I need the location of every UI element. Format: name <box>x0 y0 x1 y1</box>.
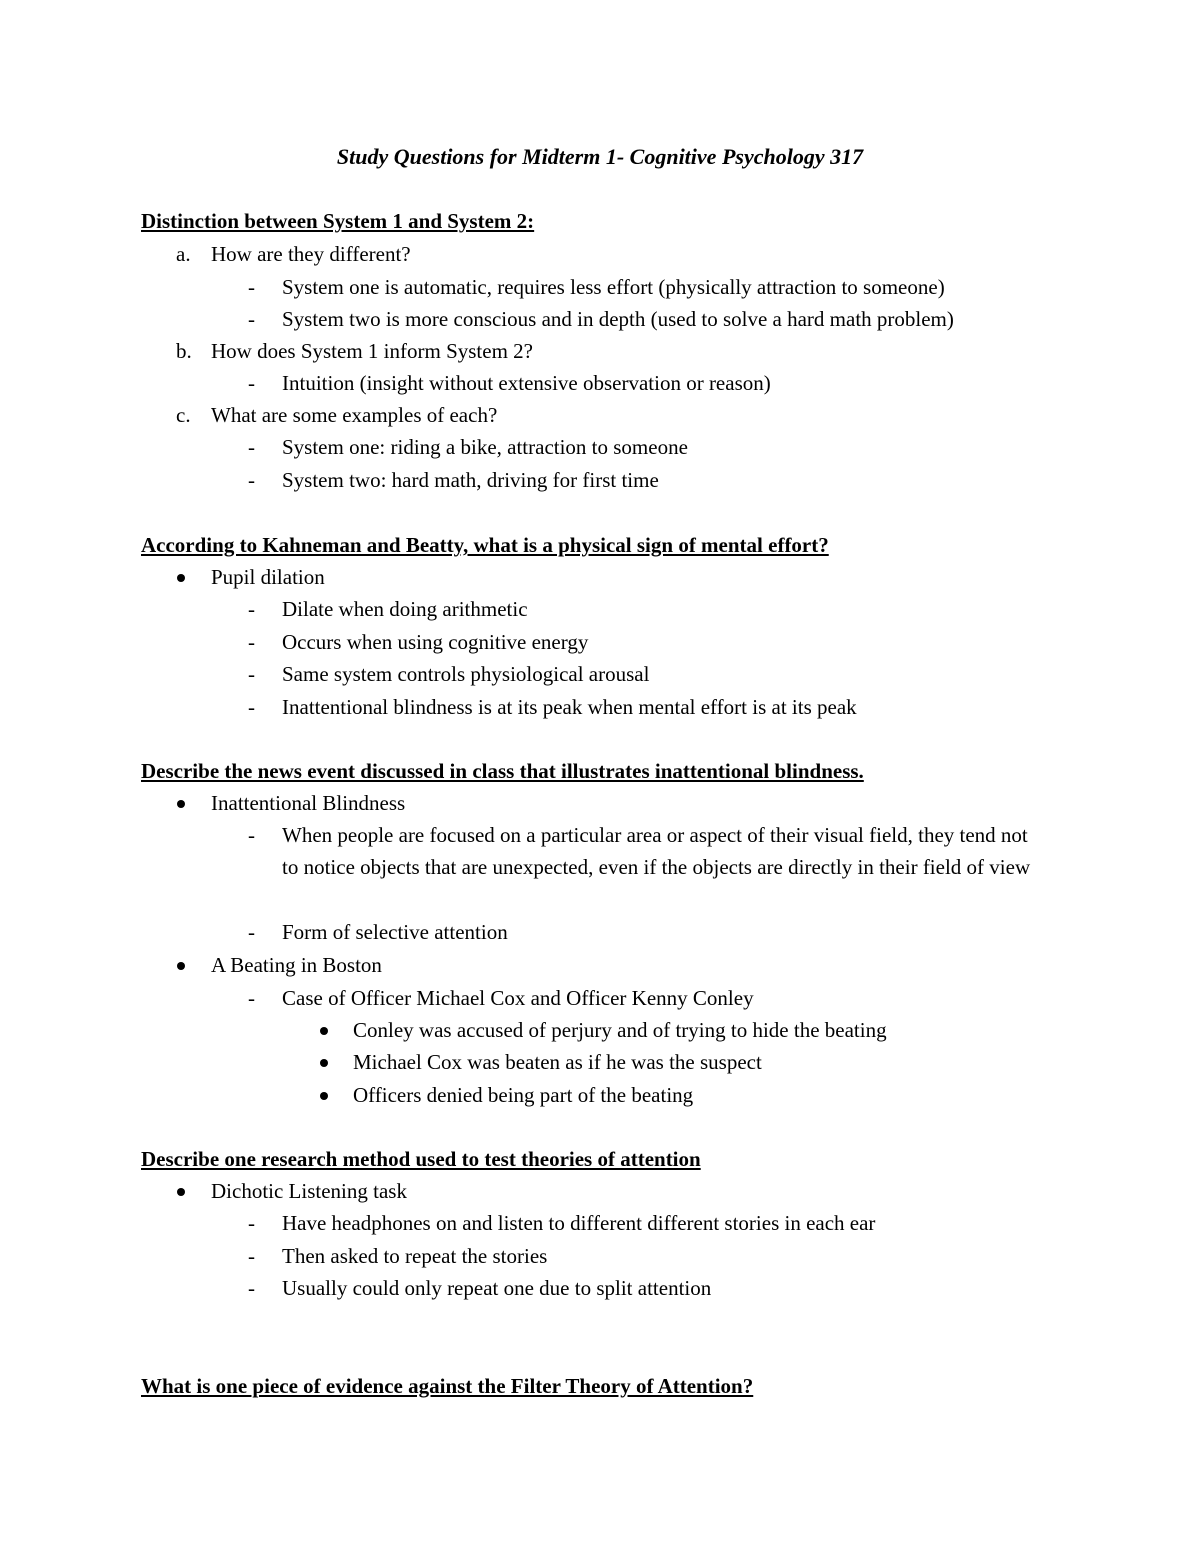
sub-list-item: Case of Officer Michael Cox and Officer Kenny Conley <box>282 986 754 1010</box>
list-item: What are some examples of each? <box>211 403 498 427</box>
dash-marker: - <box>248 986 255 1010</box>
dash-marker: - <box>248 823 255 847</box>
section-heading: What is one piece of evidence against the Filter Theory of Attention? <box>141 1374 754 1398</box>
dash-marker: - <box>248 630 255 654</box>
sub-list-item: Dilate when doing arithmetic <box>282 597 528 621</box>
bullet-icon <box>177 1188 185 1196</box>
bullet-icon <box>177 962 185 970</box>
nested-list-item: Conley was accused of perjury and of trying to hide the beating <box>353 1018 887 1042</box>
dash-marker: - <box>248 662 255 686</box>
dash-marker: - <box>248 468 255 492</box>
list-item: Inattentional Blindness <box>211 791 406 815</box>
dash-marker: - <box>248 1211 255 1235</box>
sub-list-item: Same system controls physiological arousal <box>282 662 650 686</box>
bullet-icon <box>177 574 185 582</box>
list-marker: b. <box>176 339 192 363</box>
dash-marker: - <box>248 1244 255 1268</box>
nested-list-item: Michael Cox was beaten as if he was the suspect <box>353 1050 762 1074</box>
dash-marker: - <box>248 597 255 621</box>
sub-list-item: Occurs when using cognitive energy <box>282 630 589 654</box>
dash-marker: - <box>248 920 255 944</box>
nested-list-item: Officers denied being part of the beating <box>353 1083 694 1107</box>
dash-marker: - <box>248 307 255 331</box>
list-item: Dichotic Listening task <box>211 1179 407 1203</box>
dash-marker: - <box>248 371 255 395</box>
sub-list-item: Inattentional blindness is at its peak when mental effort is at its peak <box>282 695 857 719</box>
bullet-icon <box>177 800 185 808</box>
bullet-icon <box>320 1027 328 1035</box>
list-marker: c. <box>176 403 191 427</box>
sub-list-item: System two is more conscious and in depth (used to solve a hard math problem) <box>282 307 954 331</box>
dash-marker: - <box>248 695 255 719</box>
bullet-icon <box>320 1059 328 1067</box>
section-heading: According to Kahneman and Beatty, what is a physical sign of mental effort? <box>141 533 829 557</box>
list-item: Pupil dilation <box>211 565 325 589</box>
sub-list-item: When people are focused on a particular area or aspect of their visual field, they tend not to notice objects that are unexpected, even if the objects are directly in their field of view <box>282 823 1031 879</box>
list-item: How are they different? <box>211 242 411 266</box>
list-item: How does System 1 inform System 2? <box>211 339 533 363</box>
sub-list-item: Form of selective attention <box>282 920 508 944</box>
sub-list-item: Intuition (insight without extensive observation or reason) <box>282 371 771 395</box>
page-title: Study Questions for Midterm 1- Cognitive Psychology 317 <box>336 144 864 169</box>
list-marker: a. <box>176 242 191 266</box>
sub-list-item: Usually could only repeat one due to split attention <box>282 1276 712 1300</box>
dash-marker: - <box>248 1276 255 1300</box>
list-item: A Beating in Boston <box>211 953 382 977</box>
sub-list-item: System one is automatic, requires less effort (physically attraction to someone) <box>282 275 945 299</box>
section-heading: Distinction between System 1 and System 2: <box>141 209 535 233</box>
bullet-icon <box>320 1092 328 1100</box>
section-heading: Describe one research method used to test theories of attention <box>141 1147 701 1171</box>
section-heading: Describe the news event discussed in class that illustrates inattentional blindness. <box>141 759 864 783</box>
sub-list-item: Have headphones on and listen to different different stories in each ear <box>282 1211 876 1235</box>
dash-marker: - <box>248 435 255 459</box>
dash-marker: - <box>248 275 255 299</box>
sub-list-item: Then asked to repeat the stories <box>282 1244 548 1268</box>
sub-list-item: System one: riding a bike, attraction to someone <box>282 435 688 459</box>
sub-list-item: System two: hard math, driving for first time <box>282 468 659 492</box>
